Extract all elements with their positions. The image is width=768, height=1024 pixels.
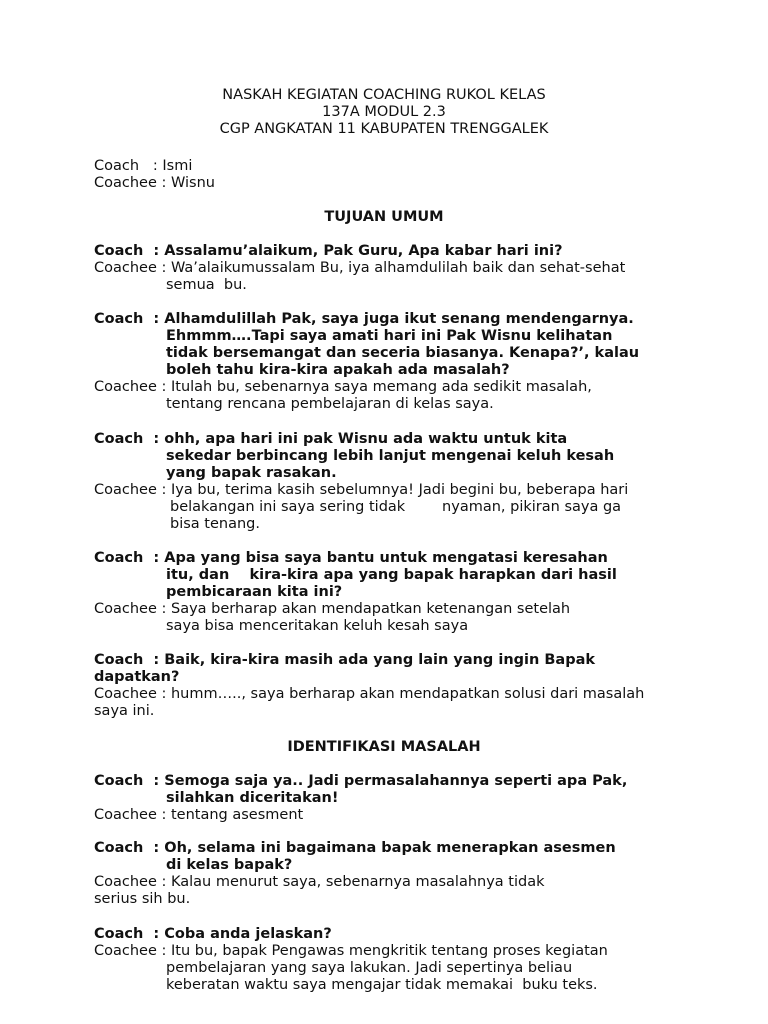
title-line-1: NASKAH KEGIATAN COACHING RUKOL KELAS (222, 87, 546, 103)
coach-line: yang bapak rasakan. (166, 465, 337, 481)
dialog-exchange-7 (94, 840, 694, 908)
dialog-exchange-4 (94, 550, 694, 635)
title-line-3: CGP ANGKATAN 11 KABUPATEN TRENGGALEK (219, 121, 549, 137)
section-heading-identifikasi-masalah: IDENTIFIKASI MASALAH (287, 739, 481, 755)
dialog-exchange-6 (94, 773, 694, 824)
coachee-line: Coachee : Itu bu, bapak Pengawas mengkritik tentang proses kegiatan (94, 943, 608, 959)
coachee-line: saya ini. (94, 703, 155, 719)
coachee-line: Coachee : Iya bu, terima kasih sebelumnya! Jadi begini bu, beberapa hari (94, 482, 629, 498)
coachee-line: belakangan ini saya sering tidak nyaman, pikiran saya ga (170, 499, 622, 515)
coach-line: di kelas bapak? (166, 857, 293, 873)
participants (94, 158, 215, 192)
coach-line: sekedar berbincang lebih lanjut mengenai keluh kesah (166, 448, 615, 464)
section-heading-tujuan-umum: TUJUAN UMUM (324, 209, 444, 225)
coach-name: Coach : Ismi (94, 158, 193, 174)
dialog-exchange-2 (94, 311, 694, 413)
coach-line: Coach : ohh, apa hari ini pak Wisnu ada waktu untuk kita (94, 431, 568, 447)
coach-line: Coach : Semoga saja ya.. Jadi permasalahannya seperti apa Pak, (94, 773, 628, 789)
coach-line: Coach : Alhamdulillah Pak, saya juga ikut senang mendengarnya. (94, 311, 634, 327)
coachee-line: tentang rencana pembelajaran di kelas saya. (166, 396, 494, 412)
coachee-line: Coachee : Saya berharap akan mendapatkan ketenangan setelah (94, 601, 571, 617)
coachee-line: serius sih bu. (94, 891, 191, 907)
coachee-line: keberatan waktu saya mengajar tidak memakai buku teks. (166, 977, 598, 993)
coachee-line: Coachee : Kalau menurut saya, sebenarnya masalahnya tidak (94, 874, 545, 890)
coach-line: tidak bersemangat dan seceria biasanya. Kenapa?’, kalau (166, 345, 640, 361)
coachee-line: Coachee : Wa’alaikumussalam Bu, iya alhamdulilah baik dan sehat-sehat (94, 260, 626, 276)
title-line-2: 137A MODUL 2.3 (322, 104, 446, 120)
coachee-line: Coachee : humm….., saya berharap akan mendapatkan solusi dari masalah (94, 686, 645, 702)
coachee-line: bisa tenang. (170, 516, 260, 532)
coachee-line: semua bu. (166, 277, 247, 293)
coach-line: Coach : Assalamu’alaikum, Pak Guru, Apa kabar hari ini? (94, 243, 563, 259)
coachee-name: Coachee : Wisnu (94, 175, 215, 191)
dialog-exchange-5 (94, 652, 694, 720)
document-title (0, 87, 768, 138)
coach-line: silahkan diceritakan! (166, 790, 339, 806)
coach-line: Ehmmm….Tapi saya amati hari ini Pak Wisnu kelihatan (166, 328, 613, 344)
coachee-line: pembelajaran yang saya lakukan. Jadi sepertinya beliau (166, 960, 573, 976)
coach-line: Coach : Apa yang bisa saya bantu untuk mengatasi keresahan (94, 550, 608, 566)
coachee-line: Coachee : Itulah bu, sebenarnya saya memang ada sedikit masalah, (94, 379, 592, 395)
coach-line: boleh tahu kira-kira apakah ada masalah? (166, 362, 510, 378)
coach-line: Coach : Baik, kira-kira masih ada yang lain yang ingin Bapak (94, 652, 596, 668)
dialog-exchange-8 (94, 926, 694, 994)
coachee-line: Coachee : tentang asesment (94, 807, 304, 823)
coach-line: pembicaraan kita ini? (166, 584, 343, 600)
dialog-exchange-3 (94, 431, 694, 533)
coach-line: Coach : Coba anda jelaskan? (94, 926, 332, 942)
coach-line: dapatkan? (94, 669, 180, 685)
coach-line: Coach : Oh, selama ini bagaimana bapak menerapkan asesmen (94, 840, 616, 856)
dialog-exchange-1 (94, 243, 694, 294)
coach-line: itu, dan kira-kira apa yang bapak harapkan dari hasil (166, 567, 617, 583)
coachee-line: saya bisa menceritakan keluh kesah saya (166, 618, 469, 634)
